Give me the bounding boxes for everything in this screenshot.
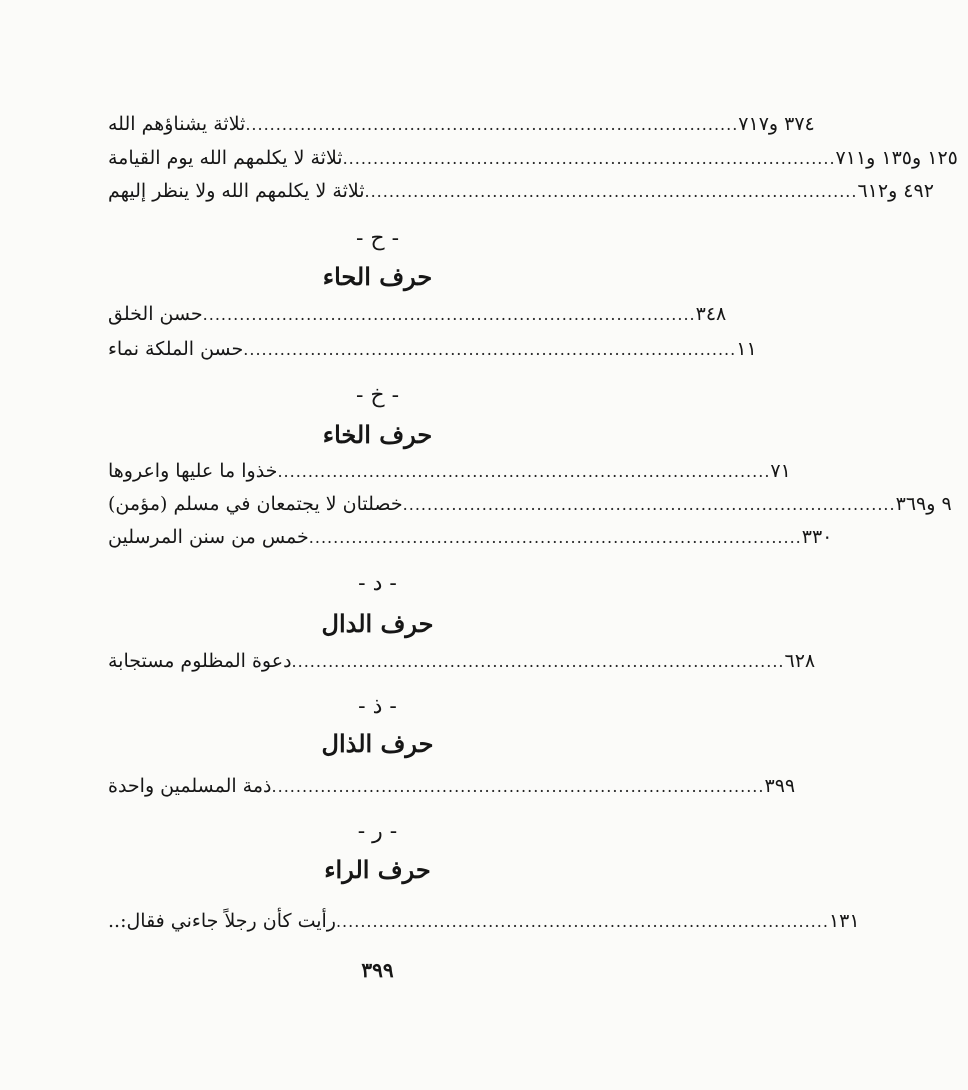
index-entry (100, 333, 757, 365)
entry-pages: ٣٤٨ (695, 303, 727, 325)
entry-pages: ٣٣٠ (801, 526, 833, 548)
entry-title: خمس من سنن المرسلين (108, 526, 309, 548)
entry-title: حسن الملكة نماء (108, 338, 244, 360)
leader-dots: ................................................................................. (402, 495, 896, 514)
entry-pages: ٩ و٣٦٩ (895, 493, 952, 515)
section-letter-mark: - خ - (355, 383, 400, 408)
index-entry (100, 488, 952, 520)
index-entry (100, 521, 833, 553)
section-heading: حرف الحاء (322, 262, 433, 291)
index-entry (100, 175, 934, 207)
index-entry (100, 770, 796, 802)
section-letter-mark: - ر - (357, 819, 398, 844)
entry-pages: ٦٢٨ (784, 650, 816, 672)
section-letter-mark: - ذ - (358, 694, 397, 719)
page-number: ٣٩٩ (361, 958, 394, 982)
leader-dots: ................................................................................. (245, 115, 739, 134)
entry-pages: ١١ (736, 338, 757, 360)
index-entry (100, 905, 860, 937)
section-heading: حرف الذال (321, 729, 434, 758)
leader-dots: ................................................................................. (335, 912, 829, 931)
index-entry (100, 645, 816, 677)
entry-pages: ٤٩٢ و٦١٢ (857, 180, 934, 202)
section-heading: حرف الدال (321, 609, 434, 638)
entry-title: خصلتان لا يجتمعان في مسلم (مؤمن) (108, 493, 403, 515)
section-heading: حرف الراء (324, 855, 431, 884)
section-heading: حرف الخاء (322, 420, 433, 449)
leader-dots: ................................................................................. (364, 182, 858, 201)
section-letter-mark: - د - (358, 571, 397, 596)
leader-dots: ................................................................................. (271, 777, 765, 796)
entry-pages: ٧١ (770, 460, 791, 482)
entry-pages: ٣٧٤ و٧١٧ (738, 113, 815, 135)
entry-title: ذمة المسلمين واحدة (108, 775, 272, 797)
leader-dots: ................................................................................. (308, 528, 802, 547)
leader-dots: ................................................................................. (243, 340, 737, 359)
index-entry (100, 108, 815, 140)
leader-dots: ................................................................................. (291, 652, 785, 671)
entry-pages: ١٣١ (828, 910, 860, 932)
leader-dots: ................................................................................. (342, 149, 836, 168)
entry-title: حسن الخلق (108, 303, 203, 325)
entry-pages: ١٢٥ و١٣٥ و٧١١ (835, 147, 958, 169)
entry-title: خذوا ما عليها واعروها (108, 460, 278, 482)
entry-title: ثلاثة لا يكلمهم الله ولا ينظر إليهم (108, 180, 365, 202)
entry-pages: ٣٩٩ (764, 775, 796, 797)
index-entry (100, 298, 727, 330)
entry-title: ثلاثة لا يكلمهم الله يوم القيامة (108, 147, 343, 169)
leader-dots: ................................................................................. (202, 305, 696, 324)
index-entry (100, 142, 958, 174)
index-entry (100, 455, 791, 487)
entry-title: دعوة المظلوم مستجابة (108, 650, 292, 672)
entry-title: رأيت كأن رجلاً جاءني فقال:.. (108, 910, 336, 932)
entry-title: ثلاثة يشناؤهم الله (108, 113, 246, 135)
leader-dots: ................................................................................. (277, 462, 771, 481)
section-letter-mark: - ح - (355, 226, 400, 251)
